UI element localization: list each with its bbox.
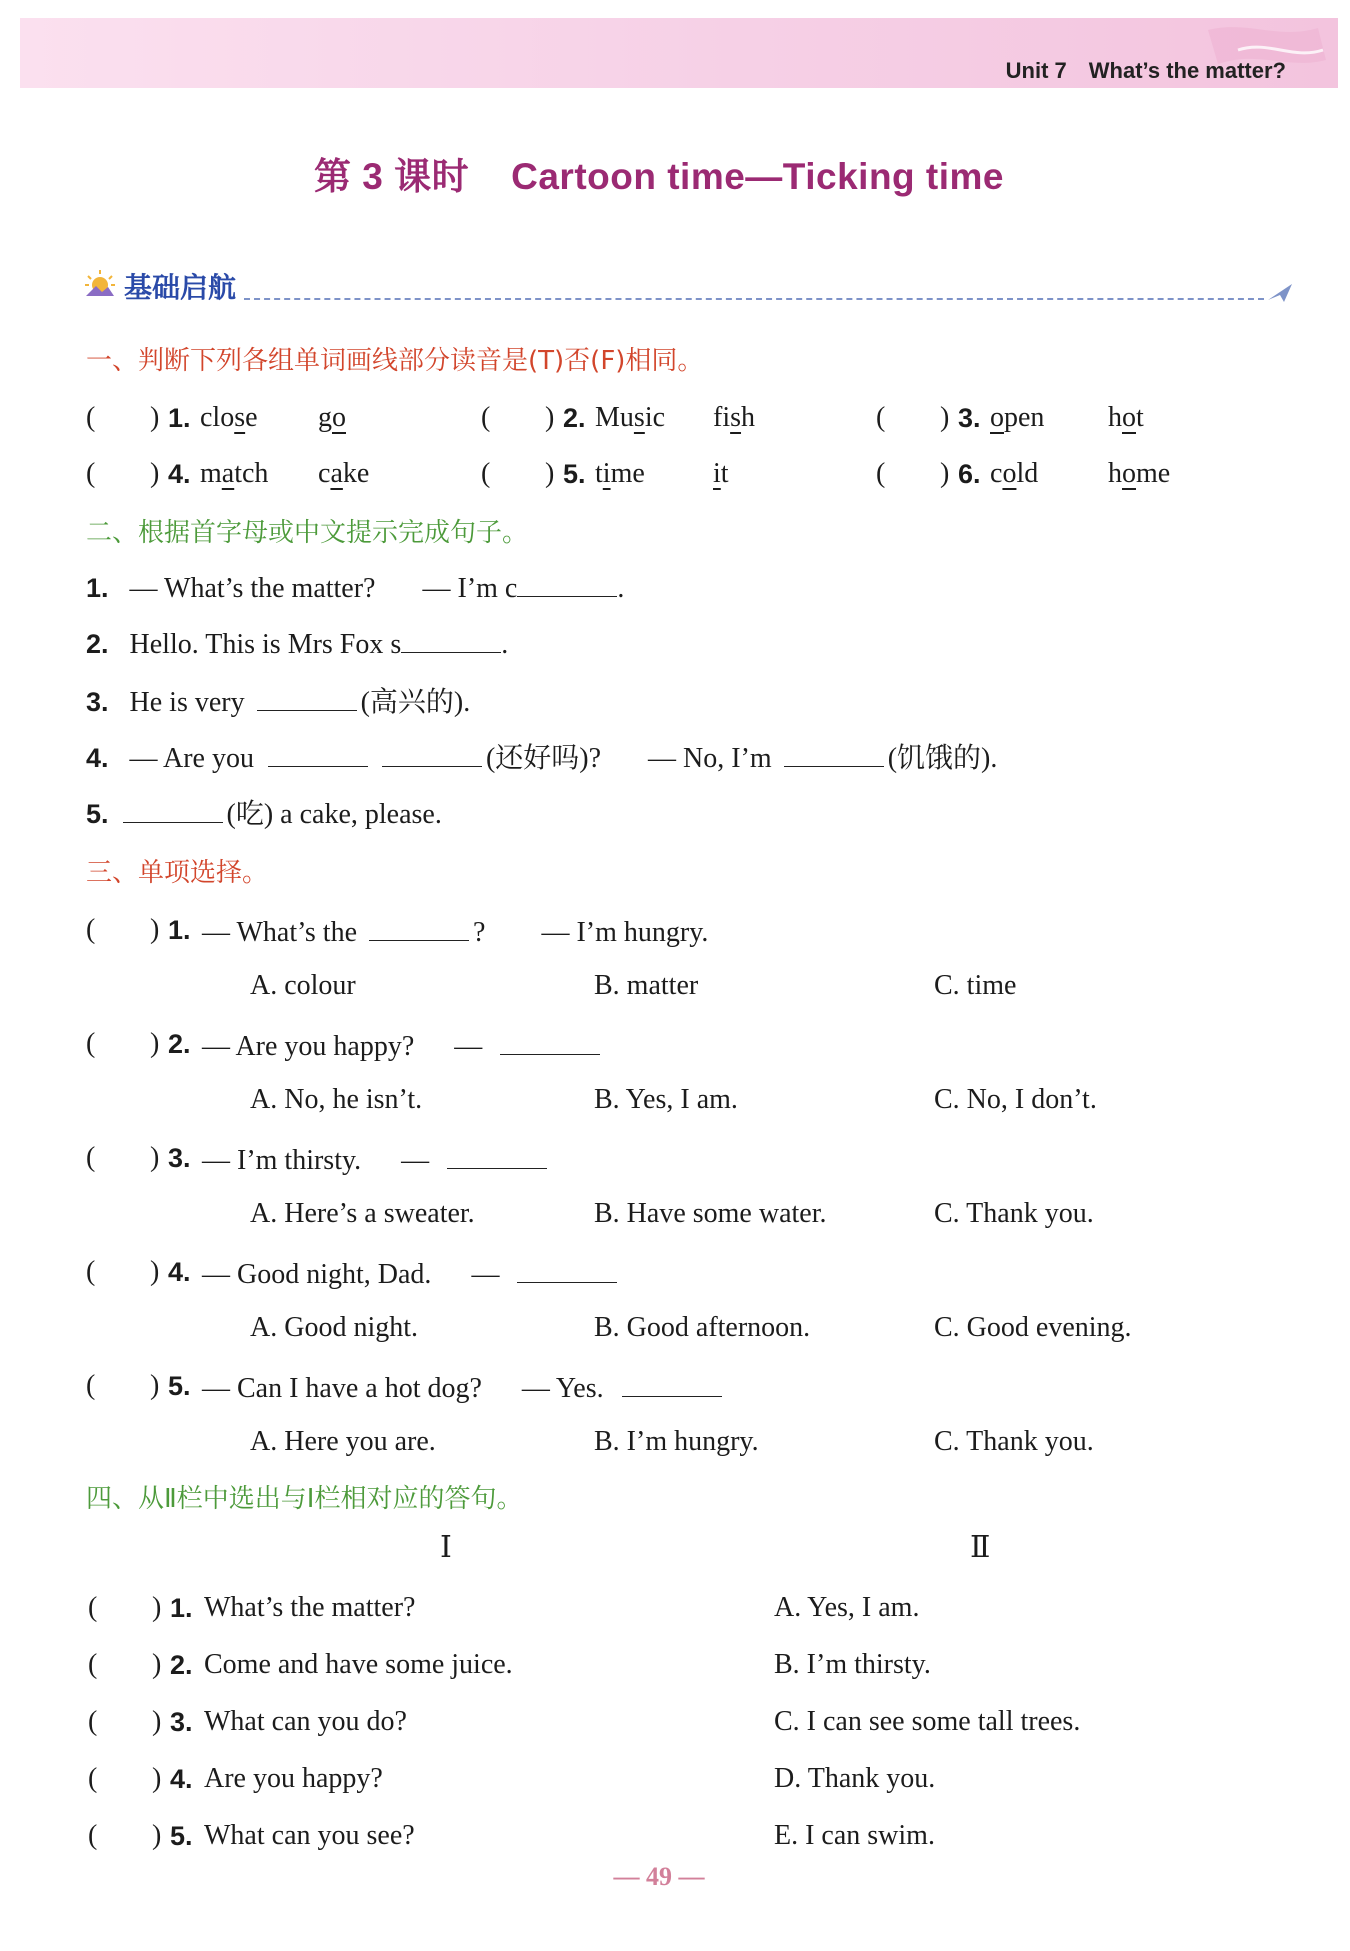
part3-title: 三、单项选择。	[86, 858, 269, 888]
mc-question	[86, 1138, 1236, 1178]
sentence-hint: (高兴的).	[360, 687, 471, 718]
answer-paren-open[interactable]: (	[86, 1028, 96, 1059]
underlined-letter: o	[332, 402, 346, 433]
word-1: time	[595, 458, 645, 489]
item-number: 5.	[168, 1371, 191, 1401]
answer-paren-close: )	[545, 458, 555, 489]
mc-question	[86, 910, 1236, 950]
sentence-text: — No, I’m	[648, 743, 772, 774]
fill-sentence-5	[86, 792, 442, 832]
item-number: 3.	[86, 687, 109, 717]
item-number: 3.	[958, 403, 981, 433]
option-c[interactable]: C. Thank you.	[934, 1198, 1094, 1229]
question-part: — I’m hungry.	[541, 917, 709, 948]
answer-paren-open[interactable]: (	[86, 914, 96, 945]
item-number: 1.	[168, 915, 191, 945]
underlined-letter: o	[1122, 458, 1136, 489]
underlined-letter: s	[633, 402, 645, 433]
answer-paren-open[interactable]: (	[86, 1142, 96, 1173]
fill-sentence-4	[86, 736, 997, 776]
item-number: 2.	[168, 1029, 191, 1059]
mc-question	[86, 1252, 1236, 1292]
underlined-letter: a	[221, 458, 235, 489]
mc-options	[86, 966, 1236, 1006]
item-number: 2.	[86, 629, 109, 659]
matching-item	[86, 1588, 1236, 1628]
item-number: 6.	[958, 459, 981, 489]
answer-choice: A. Yes, I am.	[774, 1592, 920, 1623]
word-2: fish	[713, 402, 756, 433]
item-number: 5.	[86, 799, 109, 829]
answer-blank[interactable]	[401, 622, 501, 653]
item-number: 5.	[563, 459, 586, 489]
sentence-text: Hello. This is Mrs Fox s	[129, 629, 402, 660]
answer-paren-close: )	[940, 402, 950, 433]
word-1: cold	[990, 458, 1039, 489]
question-text: What can you do?	[204, 1706, 407, 1737]
answer-paren-open[interactable]: (	[88, 1820, 98, 1851]
answer-paren-close: )	[152, 1592, 162, 1623]
item-number: 1.	[168, 403, 191, 433]
mc-options	[86, 1194, 1236, 1234]
pronunciation-item	[86, 454, 476, 494]
option-b[interactable]: B. Have some water.	[594, 1198, 827, 1229]
question-part: —	[401, 1145, 430, 1176]
page-number: — 49 —	[613, 1862, 705, 1891]
question-text: What’s the matter?	[204, 1592, 416, 1623]
answer-choice: D. Thank you.	[774, 1763, 936, 1794]
answer-blank[interactable]	[257, 680, 357, 711]
pronunciation-item	[86, 398, 476, 438]
option-a[interactable]: A. Here you are.	[250, 1426, 436, 1457]
underlined-letter: o	[990, 402, 1004, 433]
option-c[interactable]: C. time	[934, 970, 1017, 1001]
word-2: cake	[318, 458, 370, 489]
option-b[interactable]: B. Yes, I am.	[594, 1084, 738, 1115]
pronunciation-item	[481, 398, 871, 438]
word-2: hot	[1108, 402, 1144, 433]
item-number: 1.	[86, 573, 109, 603]
answer-paren-close: )	[152, 1649, 162, 1680]
answer-blank[interactable]	[517, 1252, 617, 1283]
sentence-text: He is very	[129, 687, 245, 718]
question-text	[202, 1252, 621, 1295]
column-2-heading: Ⅱ	[970, 1531, 991, 1564]
matching-item	[86, 1816, 1236, 1856]
question-part: — Are you happy?	[202, 1031, 415, 1062]
question-part: —	[471, 1259, 500, 1290]
answer-paren-open[interactable]: (	[876, 402, 886, 433]
answer-choice: B. I’m thirsty.	[774, 1649, 931, 1680]
item-number: 4.	[168, 459, 191, 489]
matching-item	[86, 1702, 1236, 1742]
answer-paren-open[interactable]: (	[481, 458, 491, 489]
item-number: 4.	[86, 743, 109, 773]
paper-plane-icon	[1266, 280, 1294, 304]
item-number: 4.	[170, 1764, 193, 1794]
option-a[interactable]: A. Good night.	[250, 1312, 418, 1343]
item-number: 3.	[168, 1143, 191, 1173]
item-number: 3.	[170, 1707, 193, 1737]
word-1: Music	[595, 402, 666, 433]
answer-blank[interactable]	[123, 792, 223, 823]
option-b[interactable]: B. Good afternoon.	[594, 1312, 811, 1343]
sentence-text: — What’s the matter?	[129, 573, 376, 604]
item-number: 2.	[170, 1650, 193, 1680]
option-c[interactable]: C. Good evening.	[934, 1312, 1132, 1343]
word-2: go	[318, 402, 346, 433]
answer-blank[interactable]	[622, 1366, 722, 1397]
answer-paren-close: )	[150, 458, 160, 489]
part4-title: 四、从Ⅱ栏中选出与Ⅰ栏相对应的答句。	[86, 1484, 523, 1514]
answer-paren-open[interactable]: (	[86, 458, 96, 489]
answer-paren-close: )	[150, 1142, 160, 1173]
underlined-letter: s	[730, 402, 742, 433]
fill-sentence-2	[86, 622, 508, 662]
lesson-title	[0, 146, 1318, 200]
sunrise-icon	[84, 268, 116, 300]
answer-blank[interactable]	[447, 1138, 547, 1169]
lesson-name: Cartoon time—Ticking time	[511, 156, 1005, 197]
answer-paren-close: )	[940, 458, 950, 489]
option-b[interactable]: B. I’m hungry.	[594, 1426, 759, 1457]
option-a[interactable]: A. No, he isn’t.	[250, 1084, 423, 1115]
banner-label: 基础启航	[124, 271, 237, 304]
question-part: —	[454, 1031, 483, 1062]
question-part: — What’s the	[202, 917, 358, 948]
answer-blank[interactable]	[268, 736, 368, 767]
lesson-prefix: 第 3 课时	[313, 156, 470, 197]
sentence-hint: (还好吗)?	[485, 743, 602, 774]
option-c[interactable]: C. Thank you.	[934, 1426, 1094, 1457]
answer-paren-close: )	[152, 1820, 162, 1851]
sentence-punct: .	[617, 573, 625, 604]
answer-blank[interactable]	[500, 1024, 600, 1055]
answer-paren-open[interactable]: (	[88, 1592, 98, 1623]
answer-paren-open[interactable]: (	[88, 1649, 98, 1680]
mc-options	[86, 1080, 1236, 1120]
underlined-letter: i	[713, 458, 721, 489]
answer-paren-open[interactable]: (	[86, 1370, 96, 1401]
part2-title: 二、根据首字母或中文提示完成句子。	[86, 518, 529, 548]
column-1-heading: Ⅰ	[440, 1531, 452, 1564]
word-1: open	[990, 402, 1045, 433]
section-banner	[84, 266, 1294, 302]
underlined-letter: o	[1002, 458, 1017, 489]
question-part: — Good night, Dad.	[202, 1259, 432, 1290]
answer-paren-close: )	[150, 1256, 160, 1287]
option-a[interactable]: A. colour	[250, 970, 356, 1001]
running-header	[1006, 58, 1286, 84]
mc-question	[86, 1024, 1236, 1064]
item-number: 2.	[563, 403, 586, 433]
answer-paren-close: )	[152, 1763, 162, 1794]
word-1: close	[200, 402, 258, 433]
mc-options	[86, 1308, 1236, 1348]
sentence-punct: .	[501, 629, 509, 660]
unit-label: Unit 7	[1005, 58, 1067, 83]
pronunciation-item	[481, 454, 871, 494]
mc-options	[86, 1422, 1236, 1462]
word-2: it	[713, 458, 729, 489]
fill-sentence-1	[86, 566, 624, 606]
answer-paren-close: )	[152, 1706, 162, 1737]
underlined-letter: o	[1122, 402, 1136, 433]
matching-item	[86, 1645, 1236, 1685]
mc-question	[86, 1366, 1236, 1406]
underlined-letter: a	[330, 458, 343, 489]
option-b[interactable]: B. matter	[594, 970, 699, 1001]
underlined-letter: i	[602, 458, 611, 489]
answer-paren-close: )	[150, 402, 160, 433]
answer-paren-close: )	[150, 1028, 160, 1059]
question-text: What can you see?	[204, 1820, 415, 1851]
fill-sentence-3	[86, 680, 470, 720]
answer-paren-open[interactable]: (	[86, 1256, 96, 1287]
answer-paren-open[interactable]: (	[88, 1706, 98, 1737]
answer-paren-open[interactable]: (	[86, 402, 96, 433]
banner-divider	[244, 298, 1264, 300]
unit-title: What’s the matter?	[1088, 58, 1286, 83]
question-part: — Yes.	[521, 1373, 604, 1404]
answer-paren-open[interactable]: (	[88, 1763, 98, 1794]
word-1: match	[200, 458, 269, 489]
question-text	[202, 1138, 551, 1181]
pronunciation-item	[876, 454, 1266, 494]
pronunciation-item	[876, 398, 1266, 438]
part1-title: 一、判断下列各组单词画线部分读音是(T)否(F)相同。	[86, 346, 704, 376]
answer-blank[interactable]	[382, 736, 482, 767]
sentence-text: — I’m c	[422, 573, 518, 604]
question-text	[202, 910, 708, 953]
item-number: 5.	[170, 1821, 193, 1851]
item-number: 4.	[168, 1257, 191, 1287]
answer-choice: E. I can swim.	[774, 1820, 935, 1851]
question-part: — I’m thirsty.	[202, 1145, 362, 1176]
option-c[interactable]: C. No, I don’t.	[934, 1084, 1097, 1115]
question-text: Are you happy?	[204, 1763, 383, 1794]
answer-paren-open[interactable]: (	[481, 402, 491, 433]
underlined-letter: s	[234, 402, 246, 433]
question-text	[202, 1024, 604, 1067]
item-number: 1.	[170, 1593, 193, 1623]
word-2: home	[1108, 458, 1171, 489]
answer-paren-close: )	[150, 914, 160, 945]
sentence-hint: (饥饿的).	[887, 743, 998, 774]
answer-choice: C. I can see some tall trees.	[774, 1706, 1081, 1737]
question-text: Come and have some juice.	[204, 1649, 513, 1680]
answer-paren-open[interactable]: (	[876, 458, 886, 489]
answer-blank[interactable]	[784, 736, 884, 767]
answer-blank[interactable]	[369, 910, 469, 941]
sentence-text: — Are you	[129, 743, 254, 774]
answer-paren-close: )	[545, 402, 555, 433]
question-text	[202, 1366, 726, 1409]
question-part: ?	[473, 917, 486, 948]
answer-blank[interactable]	[517, 566, 617, 597]
answer-paren-close: )	[150, 1370, 160, 1401]
matching-item	[86, 1759, 1236, 1799]
question-part: — Can I have a hot dog?	[202, 1373, 482, 1404]
sentence-hint: (吃) a cake, please.	[226, 799, 442, 830]
option-a[interactable]: A. Here’s a sweater.	[250, 1198, 475, 1229]
